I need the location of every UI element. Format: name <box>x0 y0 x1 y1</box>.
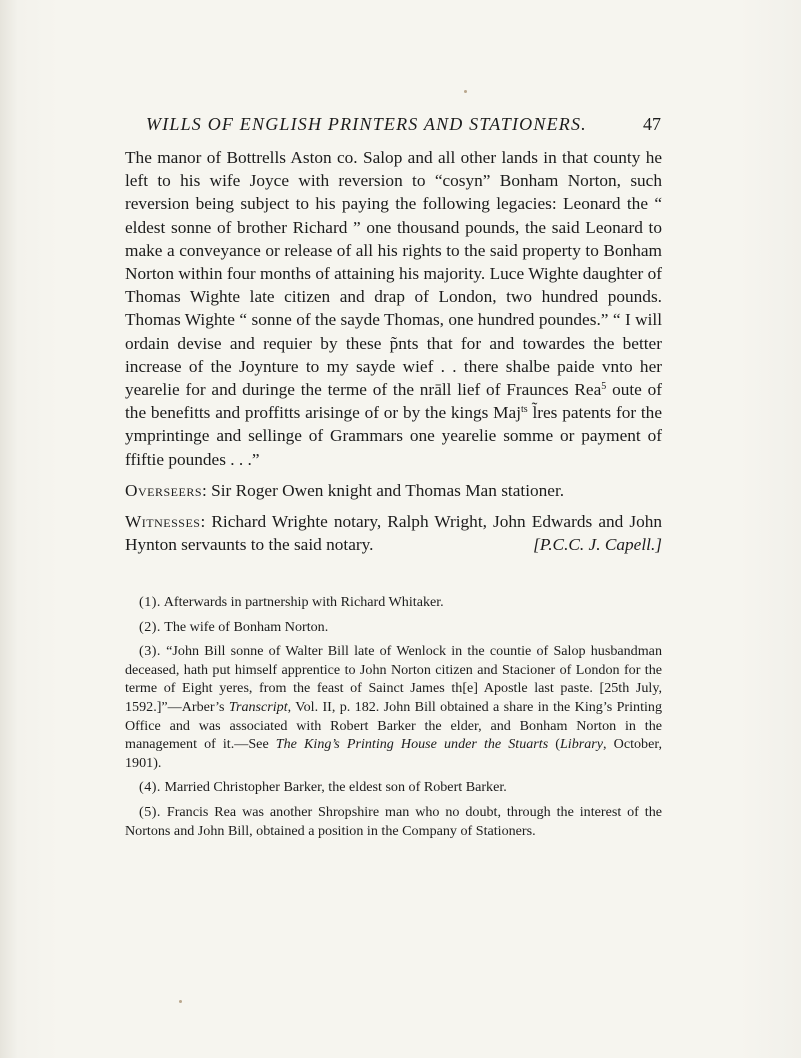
overseers-text: : Sir Roger Owen knight and Thomas Man stationer. <box>202 480 565 500</box>
will-text-c: l̃res patents for the ymprintinge and sellinge of Grammars one yearelie somme or payment of ffiftie poundes . . .” <box>125 403 662 469</box>
footnote-4 <box>125 778 662 797</box>
footnote-number: (1). <box>139 594 161 610</box>
footnotes <box>125 593 662 846</box>
page-number: 47 <box>643 114 661 134</box>
will-paragraph <box>125 146 662 471</box>
footnote-ref-5: 5 <box>601 381 607 393</box>
main-text <box>125 146 662 556</box>
will-text-b: oute of the benefitts and proffitts arisinge of or by the kings Maj <box>125 380 662 423</box>
footnote-number: (2). <box>139 618 161 635</box>
footnote-number: (5). <box>139 803 161 820</box>
footnote-text: , October, 1901). <box>125 736 662 771</box>
footnote-title-library: Library <box>559 736 604 753</box>
overseers-label: Overseers <box>125 480 202 500</box>
footnote-title-printing-house: The King’s Printing House under the Stuarts <box>275 736 549 753</box>
footnote-3 <box>125 642 662 772</box>
footnote-number: (3). <box>139 643 161 660</box>
paper-speck <box>464 90 467 93</box>
probate-reference: [P.C.C. J. Capell.] <box>533 535 662 555</box>
witnesses-label: Witnesses <box>125 512 201 532</box>
footnote-text: , Vol. II, p. 182. John Bill obtained a share in the King’s Printing Office and was associated with Robert Barker the elder, and Bonham Norton in the management of it.—See <box>125 698 662 753</box>
footnote-text: Afterwards in partnership with Richard Whitaker. <box>163 594 444 610</box>
footnote-2 <box>125 618 662 637</box>
footnote-number: (4). <box>139 779 161 796</box>
superscript-ts: ts <box>521 404 528 416</box>
witnesses-paragraph <box>125 510 662 556</box>
running-head <box>146 114 661 140</box>
running-head-title: WILLS OF ENGLISH PRINTERS AND STATIONERS. <box>146 114 587 134</box>
footnote-text: Married Christopher Barker, the eldest son of Robert Barker. <box>164 779 507 796</box>
footnote-text: “John Bill sonne of Walter Bill late of Wenlock in the countie of Salop husbandman deceased, hath put himself apprentice to John Norton citizen and Stacioner of London for the terme of Eight yeres, from the feast of Sainct James th[e] Apostle last paste. [25th July, 1592.]”—Arber’s <box>125 643 662 715</box>
footnote-5 <box>125 803 662 840</box>
footnote-title-transcript: Transcript <box>228 698 288 715</box>
footnote-text: ( <box>548 736 560 753</box>
overseers-paragraph <box>125 479 662 502</box>
footnote-text: The wife of Bonham Norton. <box>164 618 329 635</box>
footnote-1 <box>125 593 662 612</box>
footnote-text: Francis Rea was another Shropshire man who no doubt, through the interest of the Nortons and John Bill, obtained a position in the Company of Stationers. <box>125 803 662 839</box>
will-text-a: The manor of Bottrells Aston co. Salop and all other lands in that county he left to his wife Joyce with reversion to “cosyn” Bonham Norton, such reversion being subject to his paying the following legacies: Leonard the “ eldest sonne of brother Richard ” one thousand pounds, the said Leonard to make a conveyance or release of all his rights to the said property to Bonham Norton within four months of attaining his majority. Luce Wighte daughter of Thomas Wighte late citizen and drap of London, two hundred pounds. Thomas Wighte “ sonne of the sayde Thomas, one hundred poundes.” “ I will ordain devise and requier by these p̃nts that for and towardes the better increase of the Joynture to my sayde wief . . there shalbe paide vnto her yearelie for and duringe the terme of the nrāll lief of Fraunces Rea <box>125 148 662 400</box>
witnesses-text: : Richard Wrighte notary, Ralph Wright, John Edwards and John Hynton servaunts to the said notary. <box>125 512 662 555</box>
paper-speck <box>179 1000 182 1003</box>
